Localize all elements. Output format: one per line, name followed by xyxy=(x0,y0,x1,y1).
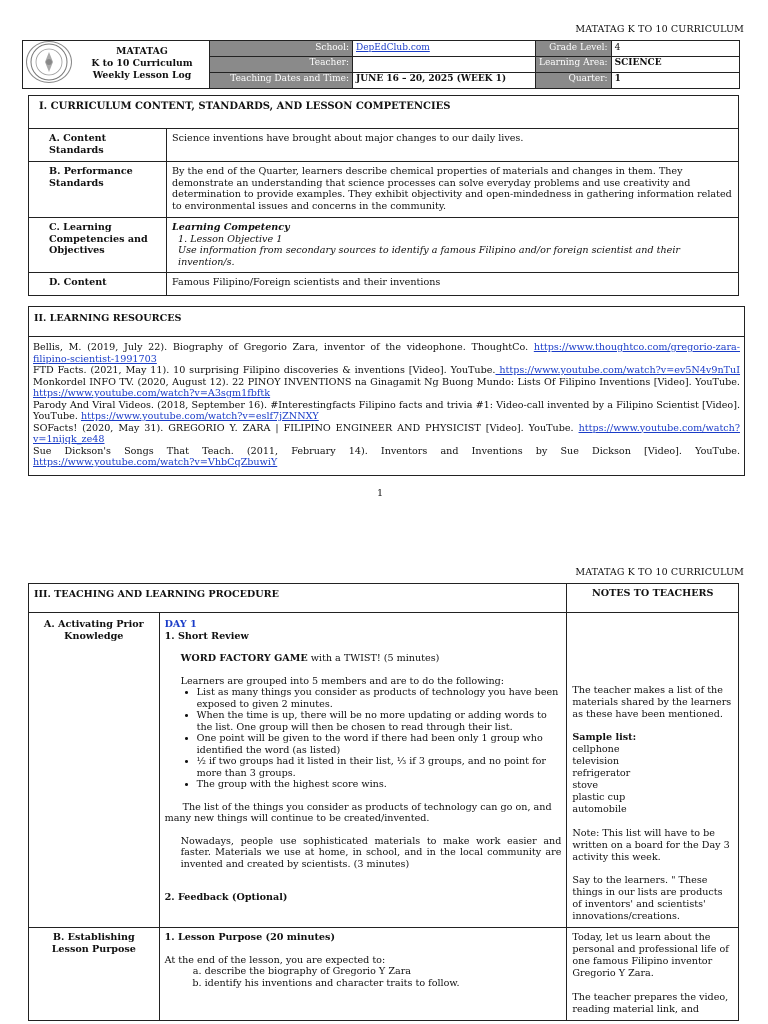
purpose-intro: At the end of the lesson, you are expected to: xyxy=(164,954,386,966)
sample-item: television xyxy=(572,756,620,767)
procedure-section xyxy=(28,583,739,1021)
paragraph-1: The list of the things you consider as products of technology can go on, and many new things will continue to be created/invented. xyxy=(164,801,552,824)
teacher-value xyxy=(353,56,536,72)
objectives-list xyxy=(165,966,562,989)
notes-title: NOTES TO TEACHERS xyxy=(567,584,739,613)
log-title xyxy=(75,41,210,89)
competency-text: Use information from secondary sources to identify a famous Filipino and/or foreign scientist and their invention/s. xyxy=(178,245,681,268)
sample-item: automobile xyxy=(572,804,627,815)
resource-2-link[interactable]: https://www.youtube.com/watch?v=ev5N4v9nTuI xyxy=(495,365,741,376)
resource-1-link[interactable]: https://www.thoughtco.com/gregorio-zara-filipino-scientist-1991703 xyxy=(33,342,740,365)
note-2: Note: This list will have to be written on a board for the Day 3 activity this week. xyxy=(572,828,730,863)
objective-item: b. identify his inventions and character traits to follow. xyxy=(205,978,562,990)
teacher-label: Teacher: xyxy=(210,56,353,72)
sample-item: cellphone xyxy=(572,744,620,755)
log-title-line2: K to 10 Curriculum xyxy=(91,58,193,70)
establishing-notes xyxy=(567,928,739,1021)
short-review: 1. Short Review xyxy=(164,630,249,642)
performance-standards-label: B. Performance Standards xyxy=(29,162,167,218)
resource-2-text: FTD Facts. (2021, May 11). 10 surprising Filipino discoveries & inventions [Video]. YouTube. xyxy=(33,365,496,376)
log-title-line1: MATATAG xyxy=(116,46,168,58)
competency-heading: Learning Competency xyxy=(172,222,290,233)
curriculum-header: MATATAG K TO 10 CURRICULUM xyxy=(575,24,744,35)
school-label: School: xyxy=(210,41,353,57)
school-value xyxy=(353,41,536,57)
note-1: The teacher makes a list of the materials shared by the learners as these have been mentioned. xyxy=(572,685,732,720)
resource-5-link[interactable]: https://www.youtube.com/watch?v=1nijqk_ze48 xyxy=(33,422,740,445)
day-label: DAY 1 xyxy=(164,619,197,630)
game-duration: with a TWIST! (5 minutes) xyxy=(307,653,440,664)
lesson-log-header xyxy=(22,40,740,89)
resource-2 xyxy=(33,365,740,400)
content-label: D. Content xyxy=(29,273,167,296)
deped-seal-cell xyxy=(23,41,76,89)
game-name: WORD FACTORY GAME xyxy=(180,653,308,664)
rule-item: • One point will be given to the word if there had been only 1 group who identified the word (as listed) xyxy=(197,733,562,756)
rule-item: • ½ if two groups had it listed in their list, ⅓ if 3 groups, and no point for more than 3 groups. xyxy=(197,756,562,779)
sample-list-title: Sample list: xyxy=(572,732,637,743)
resource-3-link[interactable]: https://www.youtube.com/watch?v=A3sgm1fbftk xyxy=(33,388,271,399)
page-number: 1 xyxy=(377,488,384,499)
establishing-label: B. Establishing Lesson Purpose xyxy=(29,928,160,1021)
resource-5 xyxy=(33,423,740,446)
resource-6-text: Sue Dickson's Songs That Teach. (2011, February 14). Inventors and Inventions by Sue Dickson [Video]. YouTube. xyxy=(33,445,740,457)
note-5: The teacher prepares the video, reading material link, and xyxy=(572,992,729,1015)
competencies-cell xyxy=(167,218,739,273)
quarter-value: 1 xyxy=(611,72,739,88)
sample-item: stove xyxy=(572,780,599,791)
section1-title: I. CURRICULUM CONTENT, STANDARDS, AND LESSON COMPETENCIES xyxy=(29,96,739,129)
paragraph-2: Nowadays, people use sophisticated materials to make work easier and faster. Materials we use at home, in school, and in the local community are invented and created by scientists. (3 minutes) xyxy=(180,835,562,870)
establishing-content xyxy=(159,928,567,1021)
sample-item: refrigerator xyxy=(572,768,631,779)
resource-4 xyxy=(33,400,740,423)
note-4: Today, let us learn about the personal and professional life of one famous Filipino inventor Gregorio Y Zara. xyxy=(572,932,729,979)
curriculum-header-page2: MATATAG K TO 10 CURRICULUM xyxy=(575,567,744,578)
school-link[interactable]: DepEdClub.com xyxy=(356,42,430,53)
resource-4-text: Parody And Viral Videos. (2018, September 16). #Interestingfacts Filipino facts and trivia #1: Video-call invented by a Filipino Scientist [Video]. YouTube. xyxy=(33,399,740,422)
grade-label: Grade Level: xyxy=(536,41,612,57)
activating-content xyxy=(159,613,567,928)
section3-title: III. TEACHING AND LEARNING PROCEDURE xyxy=(29,584,567,613)
resource-3-text: Monkordel INFO TV. (2020, August 12). 22 PINOY INVENTIONS na Ginagamit Ng Buong Mundo: Lists Of Filipino Inventions [Video]. YouTube. xyxy=(33,376,740,388)
game-rules xyxy=(165,687,562,791)
content-standards-label: A. Content Standards xyxy=(29,129,167,162)
objective-item: a. describe the biography of Gregorio Y Zara xyxy=(205,966,562,978)
area-label: Learning Area: xyxy=(536,56,612,72)
activating-label: A. Activating Prior Knowledge xyxy=(29,613,160,928)
dates-label: Teaching Dates and Time: xyxy=(210,72,353,88)
lesson-objective: 1. Lesson Objective 1 xyxy=(178,233,283,245)
note-3: Say to the learners. " These things in our lists are products of inventors' and scientists' innovations/creations. xyxy=(572,875,723,922)
game-intro: Learners are grouped into 5 members and are to do the following: xyxy=(180,675,505,687)
log-title-line3: Weekly Lesson Log xyxy=(92,70,192,82)
resource-1-text: Bellis, M. (2019, July 22). Biography of Gregorio Zara, inventor of the videophone. ThoughtCo. xyxy=(33,342,534,353)
rule-item: • When the time is up, there will be no more updating or adding words to the list. One group will then be chosen to read through their list. xyxy=(197,710,562,733)
rule-item: • The group with the highest score wins. xyxy=(197,779,562,791)
grade-value: 4 xyxy=(611,41,739,57)
sample-item: plastic cup xyxy=(572,792,626,803)
game-title xyxy=(165,653,562,665)
competencies-label: C. Learning Competencies and Objectives xyxy=(29,218,167,273)
dates-value: JUNE 16 – 20, 2025 (WEEK 1) xyxy=(353,72,536,88)
deped-seal-icon xyxy=(26,41,72,83)
resource-1 xyxy=(33,342,740,365)
resource-5-text: SOFacts! (2020, May 31). GREGORIO Y. ZARA | FILIPINO ENGINEER AND PHYSICIST [Video]. YouTube. xyxy=(33,422,579,434)
rule-item: • List as many things you consider as products of technology you have been exposed to given 2 minutes. xyxy=(197,687,562,710)
activating-notes xyxy=(567,613,739,928)
resources-title: II. LEARNING RESOURCES xyxy=(28,306,745,337)
area-value: SCIENCE xyxy=(611,56,739,72)
resource-6 xyxy=(33,446,740,469)
curriculum-section xyxy=(28,95,739,296)
content-text: Famous Filipino/Foreign scientists and their inventions xyxy=(167,273,739,296)
purpose-heading: 1. Lesson Purpose (20 minutes) xyxy=(164,932,335,943)
performance-standards-text: By the end of the Quarter, learners describe chemical properties of materials and changes in them. They demonstrate an understanding that science processes can solve everyday problems and use creativity and determination to provide examples. They exhibit objectivity and open-mindedness in gathering information related to environmental issues and concerns in the community. xyxy=(167,162,739,218)
quarter-label: Quarter: xyxy=(536,72,612,88)
content-standards-text: Science inventions have brought about major changes to our daily lives. xyxy=(167,129,739,162)
resource-4-link[interactable]: https://www.youtube.com/watch?v=eslf7jZNNXY xyxy=(80,411,319,422)
resource-6-link[interactable]: https://www.youtube.com/watch?v=VhbCqZbuwiY xyxy=(33,457,278,468)
feedback-heading: 2. Feedback (Optional) xyxy=(164,892,288,903)
resources-list xyxy=(28,336,745,476)
